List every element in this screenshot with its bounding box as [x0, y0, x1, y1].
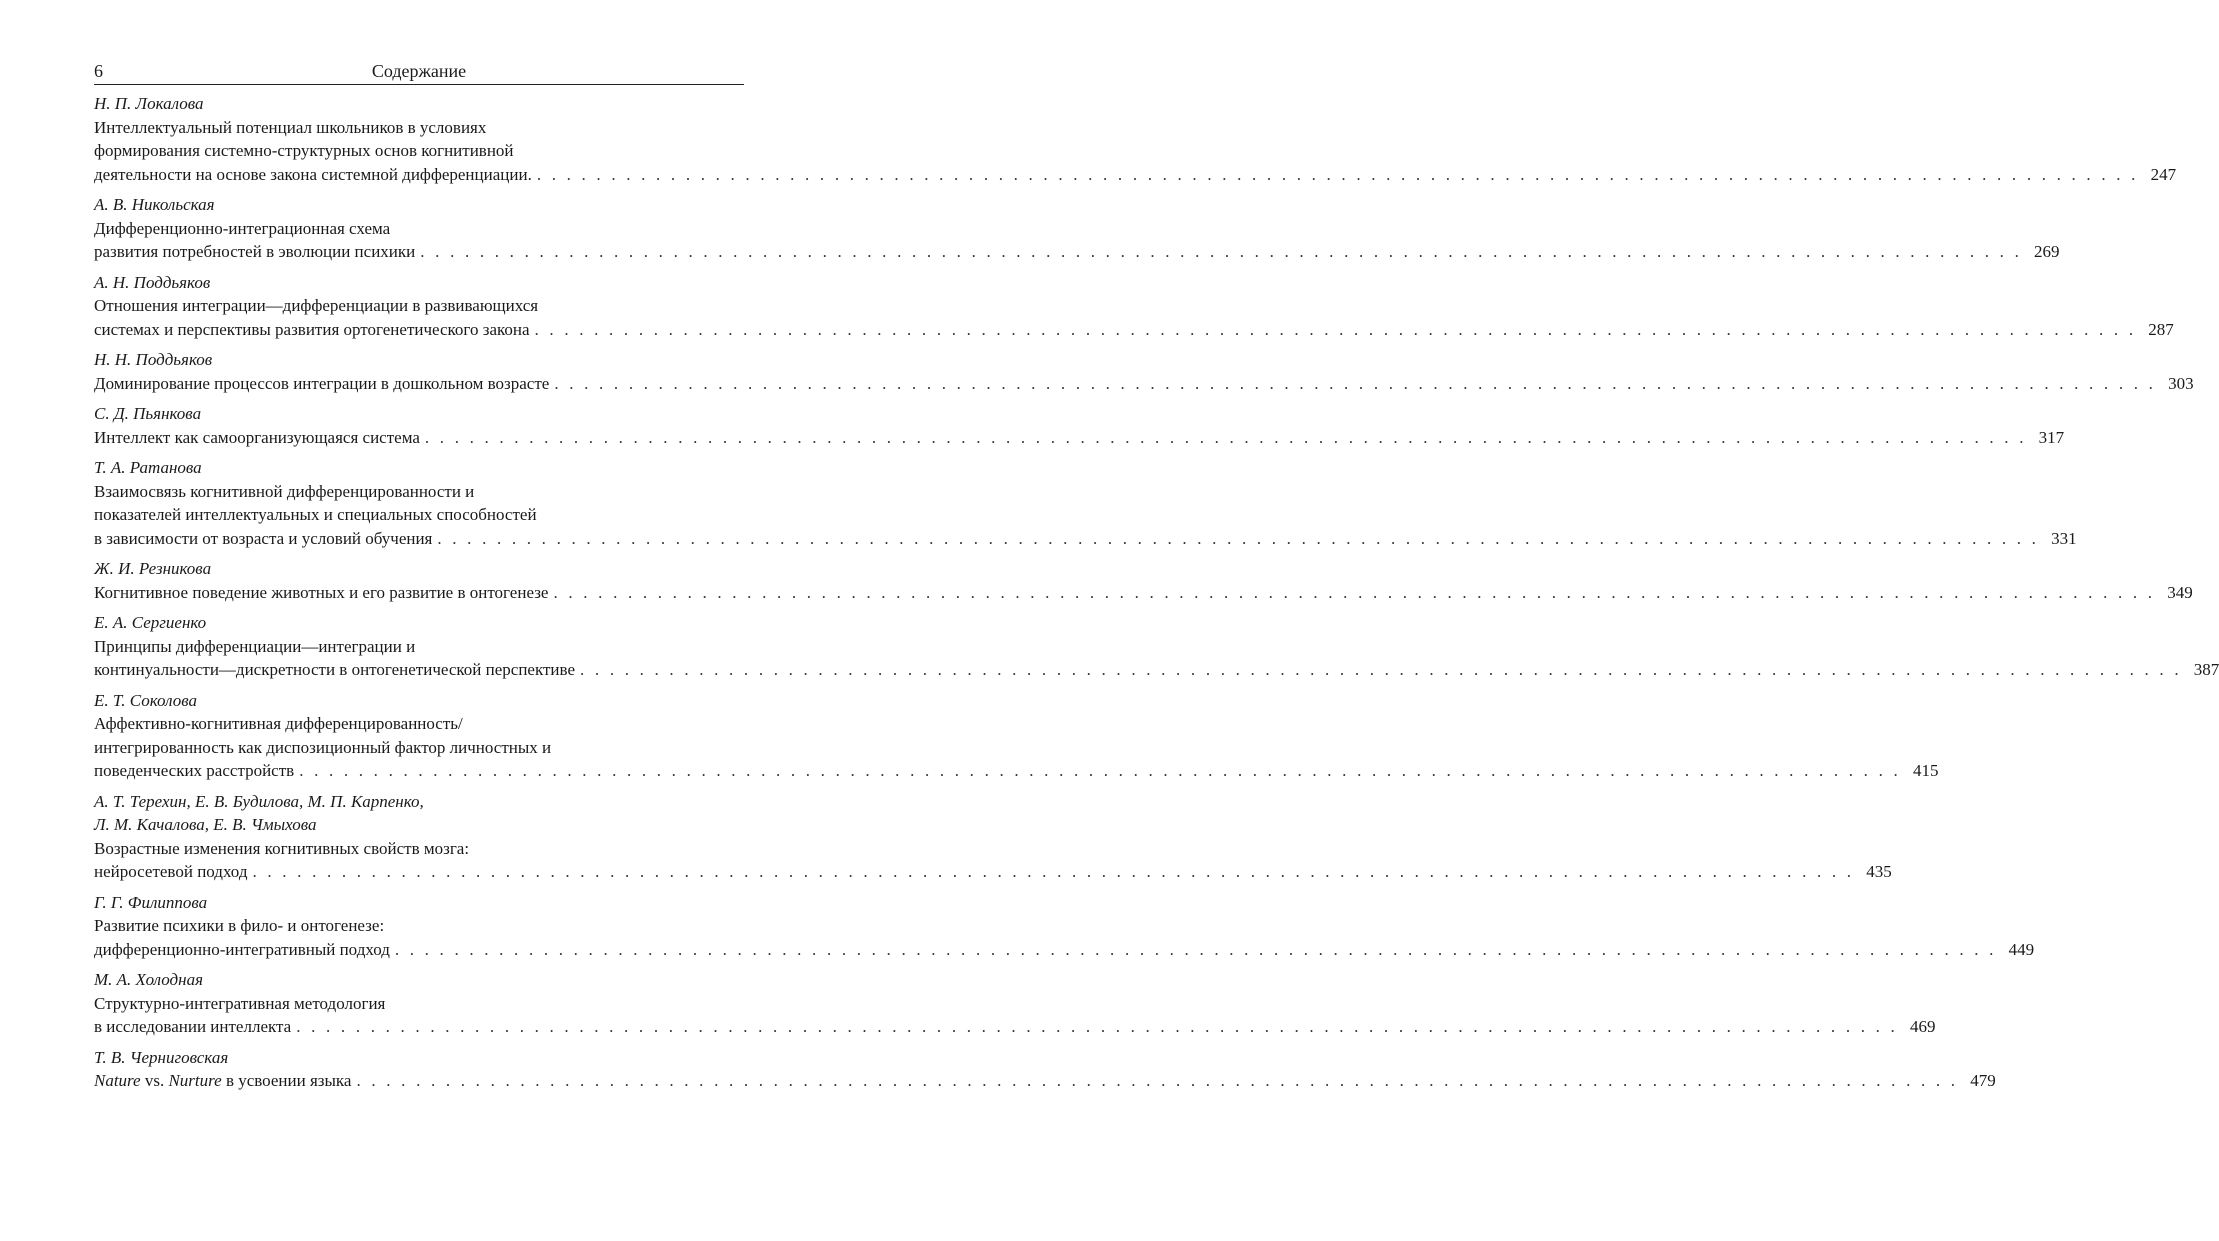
dot-leader: . . . . . . . . . . . . . . . . . . . . . . . . . . . . . . . . . . . . . . . . . . . . . . . . . . . . . . . . . . . . . . . . . . . . . . . . . . . . . . . . . . . . . . . . . . . . . . . . . . . . . . . . . . . . [580, 660, 2182, 679]
toc-entry-author: А. Т. Терехин, Е. В. Будилова, М. П. Карпенко, [94, 791, 424, 811]
toc-entry-author: Л. М. Качалова, Е. В. Чмыхова [94, 815, 317, 834]
toc-entry [94, 611, 2219, 682]
toc-entry-title-line: интегрированность как диспозиционный фактор личностных и [94, 737, 552, 757]
toc-entry-last-line [94, 240, 2060, 264]
toc-entry-page-number: 449 [2008, 939, 2035, 959]
dot-leader: . . . . . . . . . . . . . . . . . . . . . . . . . . . . . . . . . . . . . . . . . . . . . . . . . . . . . . . . . . . . . . . . . . . . . . . . . . . . . . . . . . . . . . . . . . . . . . . . . . . . . . . . . . . . [534, 319, 2137, 339]
toc-entry-last-line [94, 581, 2193, 605]
running-head [94, 58, 744, 85]
title-fragment: в усвоении языка [221, 1071, 352, 1090]
toc-entry-last-line [94, 527, 2077, 551]
toc-entry-title-line: Развитие психики в фило- и онтогенезе: [94, 916, 385, 935]
toc-entry [94, 1046, 1996, 1093]
toc-entry-page-number: 435 [1866, 862, 1892, 881]
toc-entry-title-line: формирования системно-структурных основ когнитивной [94, 141, 514, 160]
dot-leader: . . . . . . . . . . . . . . . . . . . . . . . . . . . . . . . . . . . . . . . . . . . . . . . . . . . . . . . . . . . . . . . . . . . . . . . . . . . . . . . . . . . . . . . . . . . . . . . . . . . . . . . . . . . . [554, 373, 2157, 393]
toc-entry-title-line: Дифференционно-интеграционная схема [94, 218, 391, 238]
toc-entry-title-line: Отношения интеграции—дифференциации в развивающихся [94, 296, 539, 315]
toc-entry-page-number: 287 [2148, 319, 2174, 339]
toc-entry-last-line [94, 1015, 1936, 1039]
toc-entry-last-line [94, 938, 2035, 962]
toc-entry-last-line [94, 860, 1892, 884]
toc-entry-page-number: 479 [1970, 1071, 1996, 1090]
toc-entry-title-line: показателей интеллектуальных и специальных способностей [94, 505, 537, 524]
toc-entry-title-line: развития потребностей в эволюции психики [94, 242, 416, 261]
title-fragment: Nature [94, 1071, 141, 1090]
toc-entry-last-line [94, 318, 2174, 342]
toc-entry-title-line [94, 1069, 351, 1093]
toc-entry-last-line [94, 372, 2194, 396]
toc-entry-title-line: Структурно-интегративная методология [94, 993, 386, 1013]
toc-entry-page-number: 331 [2051, 528, 2077, 548]
dot-leader: . . . . . . . . . . . . . . . . . . . . . . . . . . . . . . . . . . . . . . . . . . . . . . . . . . . . . . . . . . . . . . . . . . . . . . . . . . . . . . . . . . . . . . . . . . . . . . . . . . . . . . . . . . . . [299, 761, 1901, 780]
dot-leader: . . . . . . . . . . . . . . . . . . . . . . . . . . . . . . . . . . . . . . . . . . . . . . . . . . . . . . . . . . . . . . . . . . . . . . . . . . . . . . . . . . . . . . . . . . . . . . . . . . . . . . . . . . . . [553, 582, 2156, 602]
toc-entry-author: Т. А. Ратанова [94, 458, 202, 477]
toc-entry-author: С. Д. Пьянкова [94, 404, 202, 423]
toc-entry-last-line [94, 163, 2177, 187]
page-number: 6 [94, 61, 103, 81]
dot-leader: . . . . . . . . . . . . . . . . . . . . . . . . . . . . . . . . . . . . . . . . . . . . . . . . . . . . . . . . . . . . . . . . . . . . . . . . . . . . . . . . . . . . . . . . . . . . . . . . . . . . . . . . . . . . [420, 242, 2023, 261]
toc-entry-page-number: 387 [2193, 660, 2219, 679]
toc-entry-author: А. Н. Поддьяков [94, 272, 211, 292]
toc-entry-last-line [94, 426, 2065, 450]
dot-leader: . . . . . . . . . . . . . . . . . . . . . . . . . . . . . . . . . . . . . . . . . . . . . . . . . . . . . . . . . . . . . . . . . . . . . . . . . . . . . . . . . . . . . . . . . . . . . . . . . . . . . . . . . . . . [252, 862, 1855, 881]
toc-entry [94, 348, 2194, 395]
toc-entry-title-line: в зависимости от возраста и условий обучения [94, 528, 433, 548]
dot-leader: . . . . . . . . . . . . . . . . . . . . . . . . . . . . . . . . . . . . . . . . . . . . . . . . . . . . . . . . . . . . . . . . . . . . . . . . . . . . . . . . . . . . . . . . . . . . . . . . . . . . . . . . . . . . [296, 1017, 1898, 1036]
toc-entry-title-line: деятельности на основе закона системной дифференциации. [94, 164, 532, 184]
toc-entry-title-line: Интеллектуальный потенциал школьников в условиях [94, 117, 487, 137]
toc-entry [94, 557, 2193, 604]
toc-entry-title-line: в исследовании интеллекта [94, 1017, 292, 1036]
section-title: Содержание [371, 61, 467, 81]
toc-entry-last-line [94, 658, 2219, 682]
toc-entry-title-line: Интеллект как самоорганизующаяся система [94, 427, 420, 447]
toc-entry-page-number: 469 [1909, 1017, 1936, 1036]
page [94, 58, 2219, 1093]
dot-leader: . . . . . . . . . . . . . . . . . . . . . . . . . . . . . . . . . . . . . . . . . . . . . . . . . . . . . . . . . . . . . . . . . . . . . . . . . . . . . . . . . . . . . . . . . . . . . . . . . . . . . . . . . . . . [424, 427, 2027, 447]
title-fragment: Nurture [168, 1071, 222, 1090]
toc-entry-title-line: Доминирование процессов интеграции в дошкольном возрасте [94, 373, 550, 393]
toc-entry-last-line [94, 759, 1939, 783]
toc-entry-page-number: 247 [2150, 164, 2177, 184]
title-fragment: vs. [140, 1071, 169, 1090]
toc-entry-author: Е. А. Сергиенко [94, 613, 207, 632]
dot-leader: . . . . . . . . . . . . . . . . . . . . . . . . . . . . . . . . . . . . . . . . . . . . . . . . . . . . . . . . . . . . . . . . . . . . . . . . . . . . . . . . . . . . . . . . . . . . . . . . . . . . . . . . . . . . [536, 164, 2139, 184]
toc-entry-page-number: 303 [2168, 373, 2194, 393]
toc-entry-author: Т. В. Черниговская [94, 1047, 229, 1067]
toc-entry-title-line: дифференционно-интегративный подход [94, 939, 390, 959]
toc-entry-author: М. А. Холодная [94, 970, 203, 989]
toc-entry-title-line: Принципы дифференциации—интеграции и [94, 636, 416, 656]
toc-entry [94, 92, 2177, 186]
toc-entry [94, 402, 2065, 449]
toc-entry-author: Н. Н. Поддьяков [94, 350, 213, 369]
toc-entry [94, 968, 1936, 1039]
toc-entry-title-line: континуальности—дискретности в онтогенетической перспективе [94, 660, 576, 679]
toc-entry-last-line [94, 1069, 1996, 1093]
toc-entry-author: Е. Т. Соколова [94, 690, 197, 710]
toc-entry-author: Н. П. Локалова [94, 94, 204, 113]
table-of-contents [94, 92, 2219, 1093]
toc-entry-title-line: системах и перспективы развития ортогенетического закона [94, 319, 530, 339]
toc-entry [94, 790, 1892, 884]
toc-entry-title-line: Аффективно-когнитивная дифференцированность/ [94, 714, 463, 733]
toc-entry-author: Ж. И. Резникова [94, 559, 212, 578]
dot-leader: . . . . . . . . . . . . . . . . . . . . . . . . . . . . . . . . . . . . . . . . . . . . . . . . . . . . . . . . . . . . . . . . . . . . . . . . . . . . . . . . . . . . . . . . . . . . . . . . . . . . . . . . . . . . [356, 1071, 1959, 1090]
toc-entry-title-line: Возрастные изменения когнитивных свойств мозга: [94, 838, 470, 858]
toc-entry-page-number: 269 [2034, 242, 2060, 261]
toc-entry-author: А. В. Никольская [94, 195, 215, 214]
toc-entry-author: Г. Г. Филиппова [94, 892, 208, 912]
toc-entry-page-number: 349 [2167, 582, 2193, 602]
toc-entry [94, 193, 2060, 264]
dot-leader: . . . . . . . . . . . . . . . . . . . . . . . . . . . . . . . . . . . . . . . . . . . . . . . . . . . . . . . . . . . . . . . . . . . . . . . . . . . . . . . . . . . . . . . . . . . . . . . . . . . . . . . . . . . . [394, 939, 1997, 959]
toc-entry-title-line: Взаимосвязь когнитивной дифференцированности и [94, 481, 475, 501]
toc-entry [94, 689, 1939, 783]
toc-entry [94, 271, 2174, 342]
toc-entry [94, 456, 2077, 550]
toc-entry [94, 891, 2035, 962]
toc-entry-title-line: поведенческих расстройств [94, 761, 295, 780]
toc-entry-title-line: Когнитивное поведение животных и его развитие в онтогенезе [94, 582, 549, 602]
toc-entry-page-number: 317 [2038, 427, 2065, 447]
toc-entry-page-number: 415 [1912, 761, 1939, 780]
dot-leader: . . . . . . . . . . . . . . . . . . . . . . . . . . . . . . . . . . . . . . . . . . . . . . . . . . . . . . . . . . . . . . . . . . . . . . . . . . . . . . . . . . . . . . . . . . . . . . . . . . . . . . . . . . . . [437, 528, 2040, 548]
toc-entry-title-line: нейросетевой подход [94, 862, 248, 881]
